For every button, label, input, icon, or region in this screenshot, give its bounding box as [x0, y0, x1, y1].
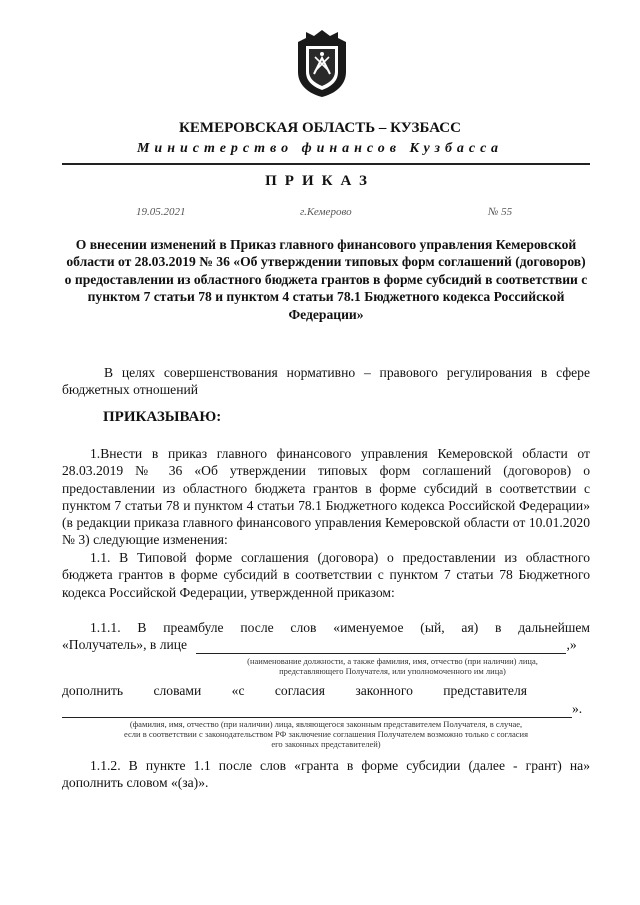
item-1-1-2-text: 1.1.2. В пункте 1.1 после слов «гранта в форме субсидии (далее - грант) на» дополнить словом «(за)».: [62, 758, 590, 791]
item-1-1-text: 1.1. В Типовой форме соглашения (договора) о предоставлении из областного бюджета грантов в форме субсидий в соответствии с пунктом 7 статьи 78 Бюджетного кодекса Российской Федерации, утвержденной приказом:: [62, 550, 590, 600]
document-title: О внесении изменений в Приказ главного финансового управления Кемеровской области от 28.03.2019 № 36 «Об утверждении типовых форм соглашений (договоров) о предоставлении из областного бюджета грантов в форме субсидий в соответствии с пунктом 7 статьи 78 и пунктом 4 статьи 78.1 Бюджетного кодекса Российской Федерации»: [64, 237, 588, 322]
document-city: г.Кемерово: [300, 206, 352, 218]
note-2-line-c: его законных представителей): [271, 739, 381, 749]
document-number: № 55: [488, 206, 513, 218]
item-1-1-1-line2: [62, 636, 590, 654]
document-type: ПРИКАЗ: [265, 173, 375, 189]
item-1-text: 1.Внести в приказ главного финансового управления Кемеровской области от 28.03.2019 № 36 «Об утверждении типовых форм соглашений (договоров) о предоставлении из областного бюджета грантов в форме субсидий в соответствии с пунктом 7 статьи 78 и пунктом 4 статьи 78.1 Бюджетного кодекса Российской Федерации» (в редакции приказа главного финансового управления Кемеровской области от 10.01.2020 № 3) следующие изменения:: [62, 446, 590, 548]
item-1-1-1-line4: [62, 700, 590, 718]
order-heading: ПРИКАЗЫВАЮ:: [103, 409, 222, 425]
fill-in-blank-line-2: [62, 700, 572, 718]
item-1-1-1-line3: дополнить словами «с согласия законного представителя: [62, 683, 527, 698]
note-1-line-b: представляющего Получателя, или уполномоченного им лица): [279, 666, 506, 676]
note-2-line-b: если в соответствии с законодательством РФ заключение соглашения Получателем возможно только с согласия: [124, 729, 528, 739]
item-1-1-1-line1: 1.1.1. В преамбуле после слов «именуемое (ый, ая) в дальнейшем: [90, 620, 590, 635]
preamble-text: В целях совершенствования нормативно – правового регулирования в сфере бюджетных отношений: [62, 365, 590, 398]
item-1-1-1-line2-start: «Получатель», в лице: [62, 637, 188, 652]
document-date: 19.05.2021: [136, 206, 186, 218]
item-1-1-1-line4-end: ».: [572, 701, 583, 716]
coat-of-arms-emblem: [294, 28, 350, 98]
fill-in-blank-line: [196, 636, 566, 654]
item-1-1-1-line2-end: ,»: [566, 637, 577, 652]
note-2-line-a: (фамилия, имя, отчество (при наличии) лица, являющегося законным представителем Получателя, в случае,: [129, 719, 523, 729]
ministry-title: Министерство финансов Кузбасса: [136, 141, 503, 156]
note-1-line-a: (наименование должности, а также фамилия, имя, отчество (при наличии) лица,: [247, 656, 538, 666]
region-title: КЕМЕРОВСКАЯ ОБЛАСТЬ – КУЗБАСС: [179, 120, 461, 136]
header-divider: [62, 163, 590, 165]
